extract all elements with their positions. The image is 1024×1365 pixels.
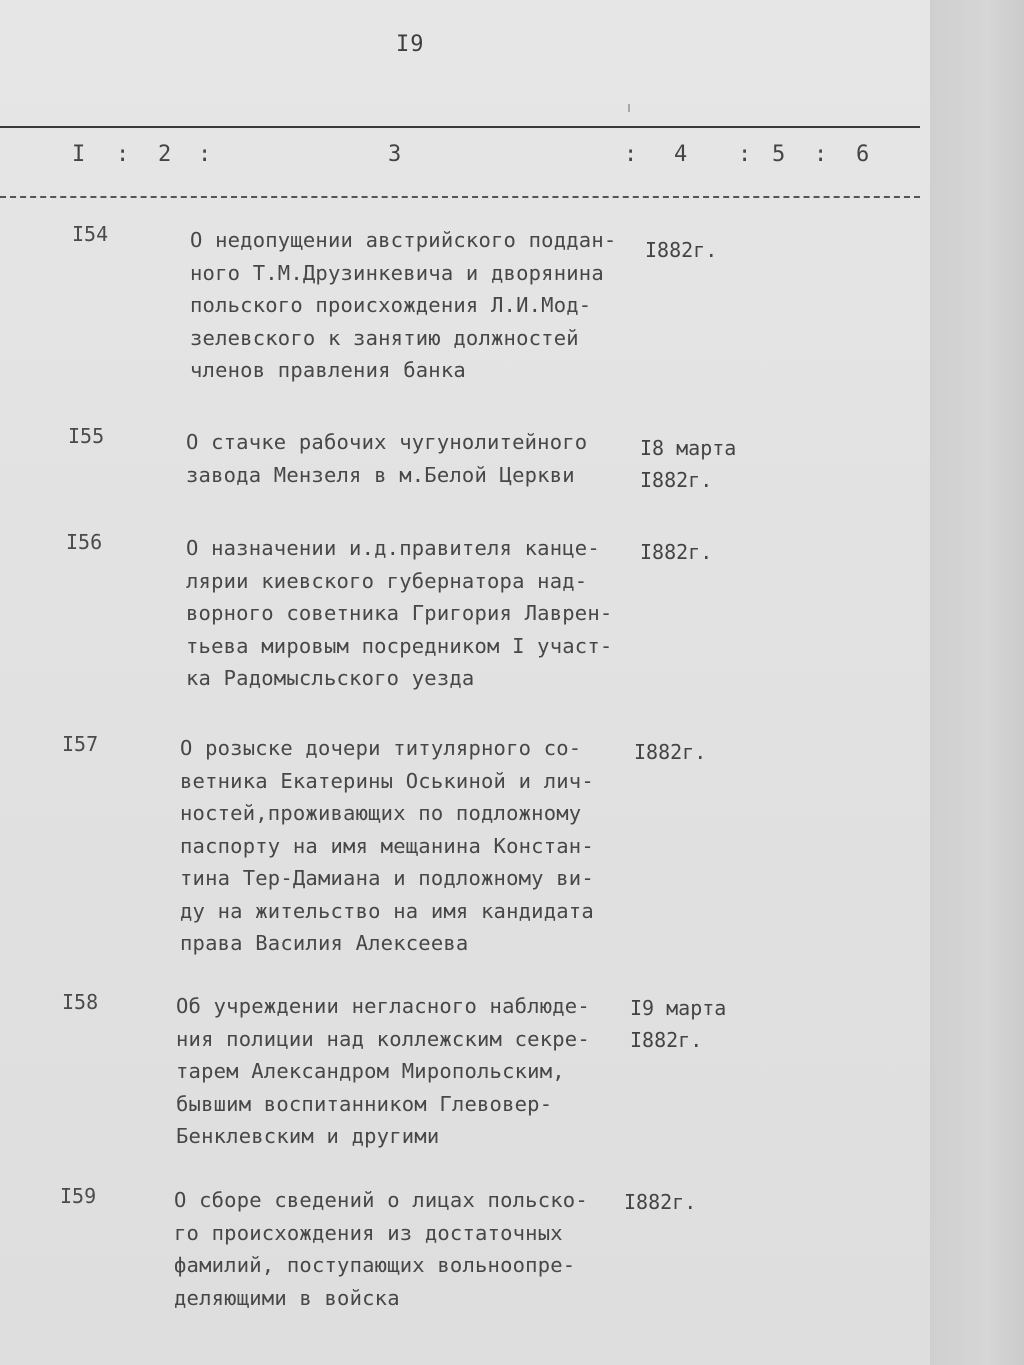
header-separator: : (814, 142, 828, 167)
entry-date: I9 марта I882г. (630, 996, 727, 1052)
header-separator: : (198, 142, 212, 167)
entry-description: О сборе сведений о лицах польско- го происхождения из достаточных фамилий, поступающих вольноопре- деляющими в войска (174, 1188, 588, 1310)
header-col-1: I (72, 142, 86, 167)
entry-number: I58 (62, 990, 99, 1014)
header-col-4: 4 (674, 142, 688, 167)
entry-description: О недопущении австрийского поддан- ного Т.М.Друзинкевича и дворянина польского происхождения Л.И.Мод- зелевского к занятию должностей членов правления банка (190, 228, 617, 382)
header-separator: : (624, 142, 638, 167)
paper-mark (628, 104, 630, 112)
entry-description: О назначении и.д.правителя канце- лярии киевского губернатора над- ворного советника Григория Лаврен- тьева мировым посредником I участ- ка Радомысльского уезда (186, 536, 613, 690)
entry-number: I54 (72, 222, 109, 246)
adjacent-page-edge (930, 0, 1024, 1365)
entry-date: I8 марта I882г. (640, 436, 737, 492)
header-separator: : (738, 142, 752, 167)
header-col-3: 3 (388, 142, 402, 167)
entry-number: I55 (68, 424, 105, 448)
entry-date: I882г. (645, 238, 718, 262)
entry-date: I882г. (640, 540, 713, 564)
entry-date: I882г. (624, 1190, 697, 1214)
header-col-5: 5 (772, 142, 786, 167)
header-col-2: 2 (158, 142, 172, 167)
entry-number: I56 (66, 530, 103, 554)
column-header-row (0, 142, 920, 182)
entry-number: I59 (60, 1184, 97, 1208)
header-top-rule (0, 126, 920, 128)
header-col-6: 6 (856, 142, 870, 167)
header-separator: : (116, 142, 130, 167)
page-number: I9 (396, 32, 425, 57)
entry-description: О розыске дочери титулярного со- ветника Екатерины Оськиной и лич- ностей,проживающих по подложному паспорту на имя мещанина Констан- тина Тер-Дамиана и подложному ви- ду на жительство на имя кандидата права Василия Алексеева (180, 736, 594, 955)
entry-description: Об учреждении негласного наблюде- ния полиции над коллежским секре- тарем Александром Миропольским, бывшим воспитанником Глевовер- Бенклевским и другими (176, 994, 590, 1148)
entry-description: О стачке рабочих чугунолитейного завода Мензеля в м.Белой Церкви (186, 430, 588, 487)
header-bottom-rule (0, 196, 920, 198)
entry-date: I882г. (634, 740, 707, 764)
entry-number: I57 (62, 732, 99, 756)
